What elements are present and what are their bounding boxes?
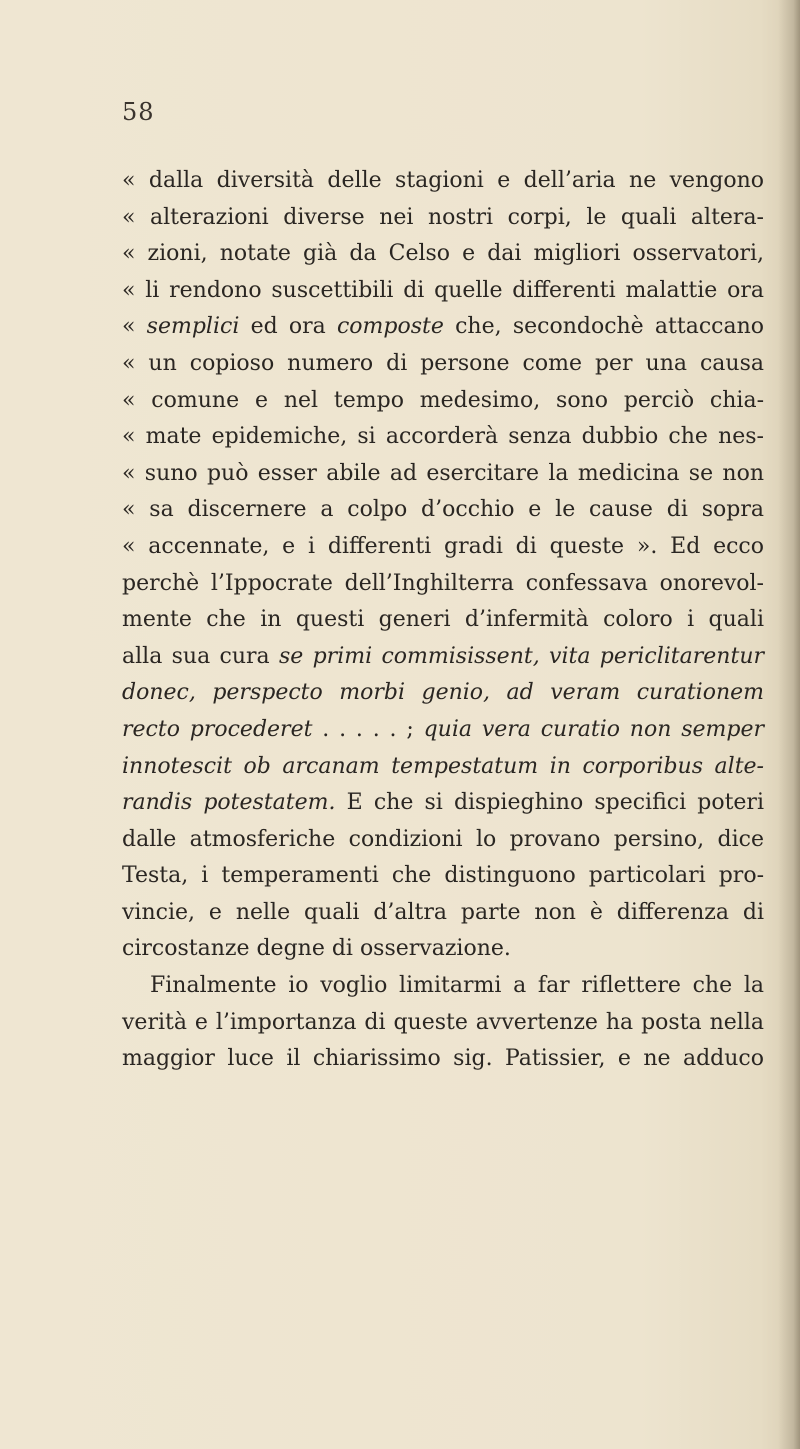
roman-text: « li rendono suscettibili di quelle differenti malattie ora xyxy=(122,277,764,303)
text-line xyxy=(122,1005,764,1042)
roman-text: vincie, e nelle quali d’altra parte non è differenza di xyxy=(122,899,764,925)
italic-text: donec, perspecto morbi genio, ad veram curationem xyxy=(122,680,764,706)
text-line xyxy=(122,419,764,456)
text-line xyxy=(122,858,764,895)
roman-text: « zioni, notate già da Celso e dai migliori osservatori, xyxy=(122,241,764,267)
text-line xyxy=(122,675,764,712)
roman-text: « alterazioni diverse nei nostri corpi, le quali altera- xyxy=(122,204,764,230)
roman-text: dalle atmosferiche condizioni lo provano persino, dice xyxy=(122,826,764,852)
text-line xyxy=(122,968,764,1005)
text-line xyxy=(122,273,764,310)
roman-text: « dalla diversità delle stagioni e dell’aria ne vengono xyxy=(122,168,764,193)
roman-text: « xyxy=(122,314,147,340)
roman-text: Finalmente io voglio limitarmi a far riflettere che la xyxy=(150,973,764,999)
roman-text: verità e l’importanza di queste avvertenze ha posta nella xyxy=(122,1009,764,1035)
roman-text: ed ora xyxy=(239,314,337,340)
roman-text: . . . . . ; xyxy=(312,716,424,742)
italic-text: composte xyxy=(336,314,444,340)
roman-text: alla sua cura xyxy=(122,643,279,669)
text-line xyxy=(122,749,764,786)
roman-text: « comune e nel tempo medesimo, sono perciò chia- xyxy=(122,387,764,413)
text-line xyxy=(122,529,764,566)
roman-text: « un copioso numero di persone come per una causa xyxy=(122,350,764,376)
text-line xyxy=(122,895,764,932)
roman-text: che, secondochè attaccano xyxy=(443,314,764,340)
roman-text: « accennate, e i differenti gradi di queste ». Ed ecco xyxy=(122,533,764,559)
roman-text: perchè l’Ippocrate dell’Inghilterra confessava onorevol- xyxy=(122,570,764,596)
text-line xyxy=(122,456,764,493)
page-edge-shadow xyxy=(778,0,800,1449)
text-line xyxy=(122,1041,764,1078)
text-line xyxy=(122,200,764,237)
roman-text: « mate epidemiche, si accorderà senza dubbio che nes- xyxy=(122,424,764,450)
roman-text: maggior luce il chiarissimo sig. Patissier, e ne adduco xyxy=(122,1046,764,1072)
text-line xyxy=(122,566,764,603)
body-text xyxy=(122,163,764,1078)
italic-text: quia vera curatio non semper xyxy=(423,716,764,742)
italic-text: recto procederet xyxy=(122,716,313,742)
text-line xyxy=(122,236,764,273)
text-line xyxy=(122,822,764,859)
text-line xyxy=(122,602,764,639)
text-line xyxy=(122,309,764,346)
text-line xyxy=(122,346,764,383)
roman-text: « suno può esser abile ad esercitare la medicina se non xyxy=(122,460,764,486)
text-line xyxy=(122,492,764,529)
roman-text: mente che in questi generi d’infermità coloro i quali xyxy=(122,607,764,633)
text-line xyxy=(122,163,764,200)
text-line xyxy=(122,712,764,749)
italic-text: innotescit ob arcanam tempestatum in corporibus alte- xyxy=(122,753,764,779)
italic-text: se primi commisissent, vita periclitarentur xyxy=(278,643,765,669)
text-line xyxy=(122,785,764,822)
roman-text: « sa discernere a colpo d’occhio e le cause di sopra xyxy=(122,497,764,523)
italic-text: semplici xyxy=(146,314,240,340)
text-line xyxy=(122,383,764,420)
roman-text: Testa, i temperamenti che distinguono particolari pro- xyxy=(122,863,764,889)
page-number: 58 xyxy=(122,98,155,126)
roman-text: circostanze degne di osservazione. xyxy=(122,936,511,962)
roman-text: E che si dispieghino specifici poteri xyxy=(335,790,764,816)
text-line xyxy=(122,931,764,968)
italic-text: randis potestatem. xyxy=(122,790,336,816)
text-line xyxy=(122,639,764,676)
